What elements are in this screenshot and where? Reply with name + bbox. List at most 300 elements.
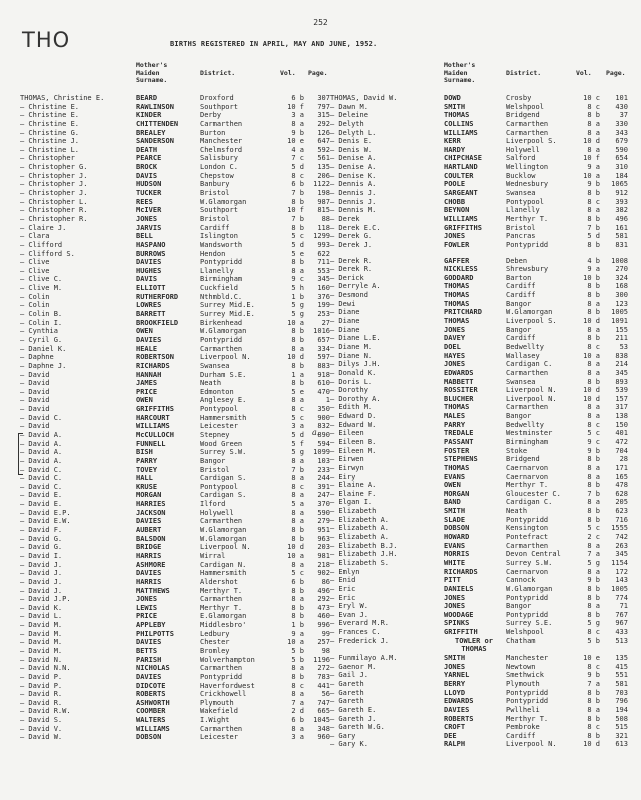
cell-vol: 8 b <box>587 697 600 706</box>
cell-vol: 8 c <box>587 420 600 429</box>
cell-maiden: BREALEY <box>136 128 166 137</box>
cell-maiden: SLADE <box>444 515 466 524</box>
cell-district: Southport <box>200 102 238 111</box>
cell-name: — David E.W. <box>20 517 71 526</box>
cell-district: Pontypool <box>200 405 238 414</box>
cell-district: Bedwellty <box>506 342 544 351</box>
cell-maiden: DAVIS <box>136 171 158 180</box>
cell-maiden: DAVIES <box>444 705 470 714</box>
cell-maiden: KRUSE <box>136 482 158 491</box>
cell-maiden: McCULLOCH <box>136 430 174 439</box>
cell-name: — Edward D. <box>330 412 377 421</box>
table-row <box>330 516 630 525</box>
table-row <box>20 319 338 328</box>
cell-name: — Clifford S. <box>20 249 75 258</box>
cell-page: 967 <box>615 619 628 628</box>
cell-maiden: JONES <box>136 214 158 223</box>
cell-vol: 8 c <box>291 681 304 690</box>
table-row <box>20 267 338 276</box>
cell-maiden: ROBERTSON <box>136 353 174 362</box>
cell-vol: 8 b <box>587 507 600 516</box>
cell-name: — Dennis A. <box>330 180 377 189</box>
cell-maiden: DIDCOTE <box>136 681 166 690</box>
table-row <box>330 464 630 473</box>
cell-district: Bridgend <box>506 111 540 120</box>
cell-name: — David C. <box>20 465 63 474</box>
table-row <box>20 345 338 354</box>
cell-name: — Everard M.R. <box>330 619 390 628</box>
cell-page: 815 <box>317 206 330 215</box>
cell-page: 890 <box>317 430 330 439</box>
cell-district: London C. <box>200 163 238 172</box>
cell-page: 473 <box>317 603 330 612</box>
cell-vol: 10 d <box>287 353 304 362</box>
column-headers <box>330 62 630 94</box>
cell-maiden: HUDSON <box>136 180 162 189</box>
table-row <box>20 301 338 310</box>
cell-page: 321 <box>615 731 628 740</box>
table-row <box>330 241 630 250</box>
cell-page: 553 <box>317 266 330 275</box>
table-row <box>20 103 338 112</box>
cell-page: 272 <box>317 664 330 673</box>
cell-maiden: BISH <box>136 448 153 457</box>
cell-district: Hammersmith <box>200 569 247 578</box>
cell-vol: 5 g <box>291 310 304 319</box>
cell-district: Aldershot <box>200 577 238 586</box>
cell-page: 1005 <box>611 584 628 593</box>
cell-page: 165 <box>615 472 628 481</box>
cell-name: — David R. <box>20 698 63 707</box>
cell-page: 155 <box>615 325 628 334</box>
cell-vol: 8 b <box>291 361 304 370</box>
cell-vol: 8 a <box>291 508 304 517</box>
cell-name: — Christopher L. <box>20 197 88 206</box>
cell-name: — David C. <box>20 413 63 422</box>
cell-district: Cardiff <box>506 731 536 740</box>
cell-vol: 5 c <box>587 524 600 533</box>
cell-district: Bangor <box>506 412 532 421</box>
cell-district: Welshpool <box>506 102 544 111</box>
cell-name: — Elgan I. <box>330 498 373 507</box>
table-row <box>20 284 338 293</box>
table-row <box>330 137 630 146</box>
cell-vol: 8 b <box>587 515 600 524</box>
cell-vol: 8 a <box>587 403 600 412</box>
cell-maiden: HARRIS <box>136 577 162 586</box>
cell-vol: 6 b <box>291 716 304 725</box>
cell-page: 393 <box>615 197 628 206</box>
cell-page: 199 <box>317 301 330 310</box>
cell-maiden: JACKSON <box>136 508 166 517</box>
cell-district: Bangor <box>506 299 532 308</box>
cell-maiden: SPINKS <box>444 619 470 628</box>
cell-page: 206 <box>317 171 330 180</box>
cell-page: 330 <box>615 119 628 128</box>
cell-maiden: PEARCE <box>136 154 162 163</box>
cell-name: — Colin B. <box>20 310 63 319</box>
cell-name: THOMAS, Christine E. <box>20 94 105 102</box>
cell-vol: 10 d <box>583 740 600 749</box>
cell-maiden: AUBERT <box>136 526 162 535</box>
cell-name: — Derek G. <box>330 232 373 241</box>
table-row <box>330 180 630 189</box>
cell-maiden: MALES <box>444 412 466 421</box>
cell-maiden: DOBSON <box>444 524 470 533</box>
table-row <box>20 388 338 397</box>
table-row <box>20 457 338 466</box>
cell-page: 622 <box>317 249 330 258</box>
cell-maiden: BAND <box>444 498 461 507</box>
cell-maiden: WILLIAMS <box>444 214 478 223</box>
table-row <box>20 474 338 483</box>
cell-page: 348 <box>317 724 330 733</box>
cell-page: 98 <box>321 647 330 655</box>
cell-page: 1091 <box>611 317 628 326</box>
bracket-mark <box>18 433 23 475</box>
cell-page: 478 <box>615 481 628 490</box>
header-district: District. <box>200 69 236 77</box>
cell-page: 391 <box>317 482 330 491</box>
cell-maiden: MATTHEWS <box>136 586 170 595</box>
table-row <box>20 405 338 414</box>
table-row <box>330 706 630 715</box>
cell-district: Pontypridd <box>506 697 549 706</box>
cell-maiden: LLOYD <box>444 688 466 697</box>
cell-page: 774 <box>615 593 628 602</box>
cell-district: Liverpool N. <box>200 353 251 362</box>
cell-vol: 9 a <box>587 265 600 274</box>
cell-maiden: COULTER <box>444 171 474 180</box>
cell-maiden: BELL <box>136 232 153 241</box>
table-row <box>20 569 338 578</box>
cell-district: Carmarthen <box>200 517 243 526</box>
header-page: Page. <box>308 69 328 77</box>
table-row <box>330 172 630 181</box>
table-row <box>20 224 338 233</box>
cell-maiden: DAVIES <box>136 569 162 578</box>
cell-district: Bedwellty <box>506 420 544 429</box>
cell-name: — Christine G. <box>20 128 80 137</box>
cell-district: Durham S.E. <box>200 370 247 379</box>
cell-page: 508 <box>615 714 628 723</box>
cell-district: Bromley <box>200 647 230 655</box>
cell-page: 345 <box>317 275 330 284</box>
cell-name: — Christine J. <box>20 137 80 146</box>
table-row <box>330 576 630 585</box>
cell-name: — Denise A. <box>330 154 377 163</box>
cell-vol: 8 a <box>587 412 600 421</box>
entries-left <box>20 94 338 742</box>
cell-vol: 10 e <box>583 654 600 663</box>
cell-vol: 8 a <box>291 491 304 500</box>
cell-name: — David <box>20 396 50 405</box>
cell-vol: 8 b <box>291 379 304 388</box>
table-row <box>20 180 338 189</box>
cell-maiden: McIVER <box>136 206 162 215</box>
cell-page: 1122 <box>313 180 330 189</box>
cell-page: 194 <box>615 705 628 714</box>
cell-page: 263 <box>615 541 628 550</box>
cell-district: Birmingham <box>506 437 549 446</box>
cell-name: — Derek R. <box>330 265 373 274</box>
cell-vol: 1 b <box>291 292 304 301</box>
cell-district: E.Glamorgan <box>200 612 247 621</box>
cell-vol: 9 b <box>587 180 600 189</box>
cell-name: — Derick <box>330 273 364 282</box>
cell-name: — David L. <box>20 612 63 621</box>
cell-district: Wood Green <box>200 439 243 448</box>
cell-name: — Dawn M. <box>330 102 368 111</box>
cell-vol: 8 a <box>587 368 600 377</box>
cell-district: Merthyr T. <box>506 714 549 723</box>
cell-vol: 10 d <box>583 317 600 326</box>
cell-vol: 8 a <box>587 498 600 507</box>
cell-page: 123 <box>615 299 628 308</box>
cell-maiden: EDWARDS <box>444 697 474 706</box>
cell-maiden: HARDY <box>444 145 466 154</box>
table-row <box>20 163 338 172</box>
cell-page: 513 <box>615 636 628 645</box>
table-row <box>330 473 630 482</box>
cell-page: 350 <box>317 405 330 414</box>
table-row <box>330 559 630 568</box>
cell-maiden: CHITTENDEN <box>136 119 179 128</box>
table-row <box>20 647 338 656</box>
cell-vol: 8 b <box>587 714 600 723</box>
cell-name: — Christopher G. <box>20 163 88 172</box>
cell-vol: 8 a <box>587 119 600 128</box>
cell-district: Caernarvon <box>506 472 549 481</box>
cell-page: 742 <box>615 533 628 542</box>
cell-maiden: SMITH <box>444 507 466 516</box>
table-row <box>330 129 630 138</box>
cell-vol: 8 a <box>291 595 304 604</box>
cell-vol: 9 b <box>587 446 600 455</box>
cell-district: Wirral <box>200 551 226 560</box>
table-row <box>20 604 338 613</box>
cell-district: W.Glamorgan <box>200 526 247 535</box>
cell-page: 704 <box>615 446 628 455</box>
cell-vol: 8 b <box>291 612 304 621</box>
cell-name: — Derek E.C. <box>330 223 381 232</box>
cell-maiden: COOMBER <box>136 707 166 716</box>
cell-maiden: DAVIES <box>136 517 162 526</box>
cell-district: Liverpool S. <box>506 317 557 326</box>
cell-page: 590 <box>615 145 628 154</box>
table-row <box>330 120 630 129</box>
table-row <box>330 146 630 155</box>
cell-district: Pontypool <box>200 482 238 491</box>
cell-vol: 8 b <box>587 584 600 593</box>
cell-maiden: MORGAN <box>136 491 162 500</box>
table-row <box>20 466 338 475</box>
cell-maiden: HUGHES <box>136 266 162 275</box>
cell-vol: 8 a <box>587 360 600 369</box>
header-district: District. <box>506 69 542 77</box>
cell-maiden: GRIFFITH <box>444 628 478 637</box>
cell-vol: 10 a <box>287 318 304 327</box>
table-row <box>330 732 630 741</box>
cell-page: 103 <box>317 456 330 465</box>
cell-district: Neath <box>200 379 222 388</box>
cell-maiden: ROSSITER <box>444 386 478 395</box>
table-row <box>20 310 338 319</box>
cell-name: — Eirwen <box>330 455 364 464</box>
cell-district: Carmarthen <box>506 368 549 377</box>
cell-name: — David <box>20 370 50 379</box>
cell-maiden: DOEL <box>444 342 461 351</box>
cell-page: 594 <box>317 439 330 448</box>
cell-maiden: LOWRES <box>136 301 162 310</box>
cell-maiden: FUNNELL <box>136 439 166 448</box>
table-row <box>330 654 630 663</box>
cell-district: Bucklow <box>506 171 536 180</box>
table-row <box>20 146 338 155</box>
cell-maiden: TOVEY <box>136 465 158 474</box>
cell-maiden: KERR <box>444 137 461 146</box>
cell-maiden: LEWIS <box>136 603 158 612</box>
table-row <box>330 412 630 421</box>
cell-district: Merthyr T. <box>200 586 243 595</box>
cell-district: Birmingham <box>200 275 243 284</box>
cell-vol: 10 b <box>583 273 600 282</box>
cell-page: 300 <box>615 291 628 300</box>
cell-district: Carmarthen <box>200 119 243 128</box>
cell-page: 135 <box>615 654 628 663</box>
cell-name: — Diane M. <box>330 342 373 351</box>
table-row <box>330 490 630 499</box>
cell-district: Liverpool S. <box>506 137 557 146</box>
cell-maiden: KINDER <box>136 111 162 120</box>
cell-name: — Diane N. <box>330 351 373 360</box>
cell-maiden: OWEN <box>136 396 153 405</box>
cell-name: — Gareth <box>330 688 364 697</box>
table-row <box>20 578 338 587</box>
cell-name: — Eiry <box>330 472 356 481</box>
cell-district: Southport <box>200 206 238 215</box>
cell-page: 317 <box>615 403 628 412</box>
table-row <box>330 343 630 352</box>
cell-vol: 8 a <box>291 560 304 569</box>
cell-vol: 8 b <box>587 291 600 300</box>
cell-name: — Gary <box>330 731 356 740</box>
cell-name: — Dilys J.H. <box>330 360 381 369</box>
cell-vol: 5 c <box>291 569 304 578</box>
cell-vol: 5 b <box>587 636 600 645</box>
cell-maiden: FOSTER <box>444 446 470 455</box>
cell-name: — David V. <box>20 724 63 733</box>
cell-district: Liverpool N. <box>506 740 557 749</box>
cell-page: 960 <box>317 733 330 742</box>
table-row <box>330 317 630 326</box>
cell-vol: 8 a <box>291 474 304 483</box>
cell-district: Swansea <box>506 377 536 386</box>
cell-name: — David P. <box>20 681 63 690</box>
cell-vol: 7 b <box>291 465 304 474</box>
cell-name: — David E.P. <box>20 508 71 517</box>
cell-name: — Colin I. <box>20 318 63 327</box>
table-row <box>20 690 338 699</box>
cell-district: Shrewsbury <box>506 265 549 274</box>
cell-name: — Enid <box>330 576 356 585</box>
cell-page: 460 <box>317 612 330 621</box>
cell-page: 797 <box>317 102 330 111</box>
cell-district: Bangor <box>506 602 532 611</box>
cell-name: — David J. <box>20 560 63 569</box>
cell-district: Pontypridd <box>200 258 243 267</box>
cell-vol: 9 c <box>587 437 600 446</box>
cell-vol: 2 d <box>291 707 304 716</box>
cell-name: — David <box>20 379 50 388</box>
cell-page: 703 <box>615 688 628 697</box>
cell-vol: 10 f <box>287 206 304 215</box>
table-row <box>20 137 338 146</box>
cell-district: Crosby <box>506 94 532 102</box>
cell-vol: 8 b <box>587 240 600 249</box>
cell-maiden: APPLEBY <box>136 621 166 630</box>
cell-district: Pontefract <box>506 533 549 542</box>
cell-maiden: DAVIES <box>136 638 162 647</box>
cell-district: Crickhowell <box>200 690 247 699</box>
table-row <box>20 561 338 570</box>
cell-page: 315 <box>317 111 330 120</box>
cell-maiden: EDWARDS <box>444 368 474 377</box>
cell-name: — Derek R. <box>330 256 373 265</box>
cell-page: 1045 <box>313 716 330 725</box>
cell-district: Pontypridd <box>506 688 549 697</box>
cell-vol: 10 d <box>583 137 600 146</box>
cell-name: — Elaine A. <box>330 481 377 490</box>
cell-page: 324 <box>615 273 628 282</box>
cell-vol: 4 b <box>587 256 600 265</box>
table-row <box>330 628 630 637</box>
table-row <box>20 440 338 449</box>
table-row <box>330 215 630 224</box>
page-title: BIRTHS REGISTERED IN APRIL, MAY AND JUNE, 1952. <box>170 40 378 48</box>
cell-maiden: JAMES <box>136 379 158 388</box>
cell-district: Carmarthen <box>200 344 243 353</box>
cell-district: Barton <box>506 273 532 282</box>
cell-page: 279 <box>317 517 330 526</box>
table-row <box>330 369 630 378</box>
cell-vol: 8 b <box>587 455 600 464</box>
cell-name: — Christine E. <box>20 119 80 128</box>
cell-page: 1196 <box>313 655 330 664</box>
cell-vol: 9 b <box>587 671 600 680</box>
header-page: Page. <box>606 69 626 77</box>
cell-maiden: BURROWS <box>136 249 166 258</box>
table-row <box>20 198 338 207</box>
cell-maiden: CHIPCHASE <box>444 154 482 163</box>
table-row <box>20 258 338 267</box>
cell-vol: 5 c <box>291 413 304 422</box>
table-row <box>20 621 338 630</box>
cell-vol: 8 b <box>291 534 304 543</box>
cell-maiden: RALPH <box>444 740 466 749</box>
cell-district: Bangor <box>200 456 226 465</box>
cell-page: 987 <box>317 197 330 206</box>
cell-page: 214 <box>615 360 628 369</box>
cell-vol: 8 c <box>587 723 600 732</box>
cell-maiden: JARVIS <box>136 223 162 232</box>
cell-maiden: BEYNON <box>444 206 470 215</box>
cell-district: Bristol <box>200 189 230 198</box>
cell-maiden: ASHWORTH <box>136 698 170 707</box>
table-row <box>330 524 630 533</box>
table-row <box>20 535 338 544</box>
cell-name: — Clifford <box>20 240 63 249</box>
